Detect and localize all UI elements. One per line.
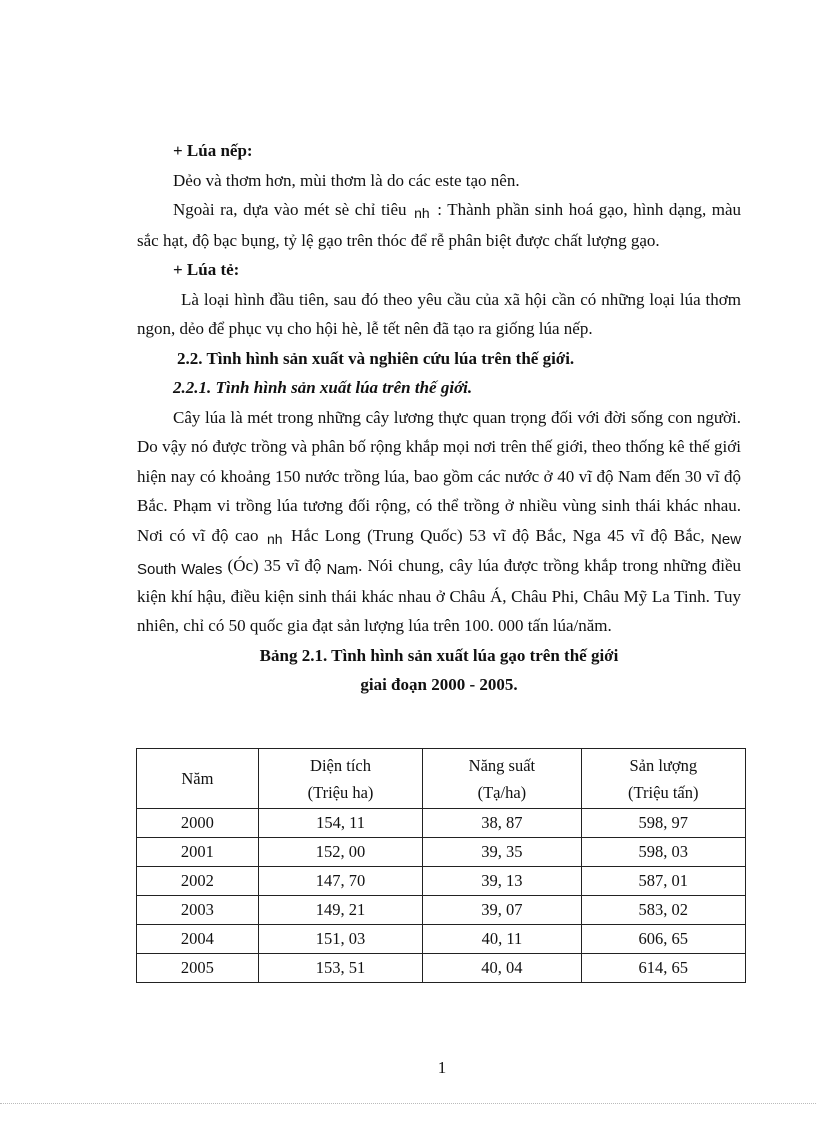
paragraph-2-part-b: : Thành phần sinh hoá gạo, hình dạng, màu sắc hạt, độ bạc bụng, tỷ lệ gạo trên thóc để rễ phân biệt được chất lượng gạo. — [137, 200, 742, 250]
table-header-row — [137, 749, 746, 809]
paragraph-4-part-d: . Nói chung, cây lúa được trồng khắp trong những điều kiện khí hậu, điều kiện sinh thái khác nhau ở Châu Á, Châu Phi, Châu Mỹ La Tinh. Tuy nhiên, chỉ có 50 quốc gia đạt sản lượng lúa trên 100. 000 tấn lúa/năm. — [137, 556, 741, 635]
cell-year: 2003 — [137, 896, 259, 925]
paragraph-2-part-a: Ngoài ra, dựa vào mét sè chỉ tiêu — [173, 200, 407, 219]
nh-fragment: nh — [414, 205, 430, 221]
section-heading: 2.2. Tình hình sản xuất và nghiên cứu lúa trên thế giới. — [177, 348, 575, 368]
table-row — [137, 809, 746, 838]
page-bottom-divider — [0, 1103, 816, 1104]
header-production: Sản lượng (Triệu tấn) — [581, 749, 745, 809]
page-number: 1 — [437, 1058, 447, 1077]
nh-fragment-2: nh — [266, 530, 283, 547]
cell-yield: 39, 13 — [423, 867, 581, 896]
header-area: Diện tích (Triệu ha) — [258, 749, 422, 809]
cell-area: 154, 11 — [258, 809, 422, 838]
cell-year: 2004 — [137, 925, 259, 954]
cell-area: 149, 21 — [258, 896, 422, 925]
cell-yield: 39, 07 — [423, 896, 581, 925]
cell-area: 151, 03 — [258, 925, 422, 954]
cell-year: 2000 — [137, 809, 259, 838]
cell-year: 2005 — [137, 954, 259, 983]
header-year: Năm — [137, 749, 259, 809]
lua-te-heading: + Lúa tẻ: — [173, 260, 240, 279]
table-title-line-2: giai đoạn 2000 - 2005. — [360, 675, 518, 694]
cell-production: 598, 03 — [581, 838, 745, 867]
paragraph-4-part-a: Cây lúa là mét trong những cây lương thực quan trọng đối với đời sống con người. Do vậy nó được trồng và phân bố rộng khắp mọi nơi trên thế giới, theo thống kê thế giới hiện nay có khoảng 150 nước trồng lúa, bao gồm các nước ở 40 vĩ độ Nam đến 30 vĩ độ Bắc. Phạm vi trồng lúa tương đối rộng, có thể trồng ở nhiều vùng sinh thái khác nhau. Nơi có vĩ độ cao — [137, 407, 741, 545]
cell-area: 153, 51 — [258, 954, 422, 983]
cell-yield: 38, 87 — [423, 809, 581, 838]
body-text — [137, 136, 741, 700]
table-row — [137, 838, 746, 867]
new-south-wales: New South Wales — [137, 530, 742, 578]
table-row — [137, 867, 746, 896]
table-row — [137, 954, 746, 983]
cell-year: 2002 — [137, 867, 259, 896]
nam-fragment: Nam — [326, 561, 359, 578]
cell-area: 152, 00 — [258, 838, 422, 867]
subsection-heading: 2.2.1. Tình hình sản xuất lúa trên thế giới. — [173, 378, 473, 397]
cell-yield: 40, 04 — [423, 954, 581, 983]
header-yield: Năng suất (Tạ/ha) — [423, 749, 581, 809]
table-row — [137, 925, 746, 954]
paragraph-4-part-b: Hắc Long (Trung Quốc) 53 vĩ độ Bắc, Nga 45 vĩ độ Bắc, — [291, 525, 705, 545]
paragraph-2 — [137, 195, 741, 255]
lua-nep-heading: + Lúa nếp: — [173, 141, 253, 160]
cell-production: 587, 01 — [581, 867, 745, 896]
cell-yield: 40, 11 — [423, 925, 581, 954]
cell-production: 606, 65 — [581, 925, 745, 954]
paragraph-4 — [137, 403, 741, 641]
paragraph-3: Là loại hình đầu tiên, sau đó theo yêu cầu của xã hội cần có những loại lúa thơm ngon, dẻo để phục vụ cho hội hè, lễ tết nên đã tạo ra giống lúa nếp. — [137, 289, 741, 338]
cell-production: 614, 65 — [581, 954, 745, 983]
cell-production: 583, 02 — [581, 896, 745, 925]
table-title-line-1: Bảng 2.1. Tình hình sản xuất lúa gạo trên thế giới — [259, 645, 619, 665]
rice-production-table — [136, 748, 746, 983]
cell-year: 2001 — [137, 838, 259, 867]
cell-production: 598, 97 — [581, 809, 745, 838]
paragraph-4-part-c: (Óc) 35 vĩ độ — [227, 556, 322, 575]
cell-area: 147, 70 — [258, 867, 422, 896]
paragraph-1: Dẻo và thơm hơn, mùi thơm là do các este tạo nên. — [173, 170, 520, 190]
table-row — [137, 896, 746, 925]
cell-yield: 39, 35 — [423, 838, 581, 867]
